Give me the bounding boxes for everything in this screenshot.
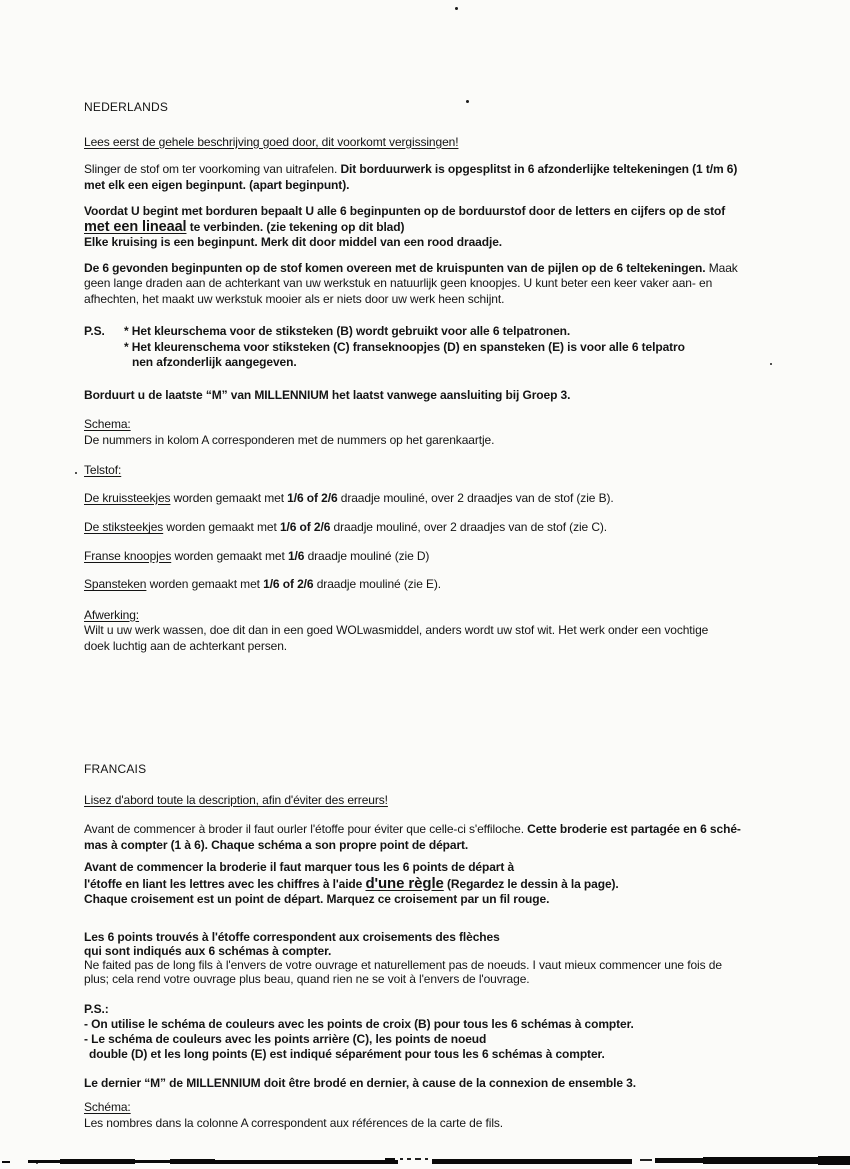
french-schema-heading: Schéma: — [84, 1100, 131, 1114]
stitch-term: De kruissteekjes — [84, 490, 171, 505]
dutch-points-bold: De 6 gevonden beginpunten op de stof komen overeen met de kruispunten van de pijlen op de 6 teltekeningen. — [84, 260, 709, 275]
dutch-ps-body — [124, 324, 820, 371]
french-intro-text: Lisez d'abord toute la description, afin d'éviter des erreurs! — [84, 792, 388, 807]
french-fabric-bold-2: mas à compter (1 à 6). Chaque schéma a son propre point de départ. — [84, 837, 469, 852]
dutch-startpoints-paragraph — [84, 204, 820, 251]
dutch-intro-text: Lees eerst de gehele beschrijving goed door, dit voorkomt vergissingen! — [84, 134, 459, 149]
dutch-points-reg3: afhechten, het maakt uw werkstuk mooier als er niets door uw werk heen schijnt. — [84, 291, 505, 306]
french-intro-line — [84, 793, 820, 809]
stitch-rest: draadje mouliné (zie D) — [304, 548, 430, 563]
french-points-paragraph — [84, 930, 820, 986]
french-fabric-paragraph — [84, 822, 820, 853]
french-ps-label: P.S.: — [84, 1001, 109, 1016]
french-schema-text: Les nombres dans la colonne A correspondent aux références de la carte de fils. — [84, 1115, 504, 1130]
stitch-mid: worden gemaakt met — [146, 577, 264, 591]
dutch-schema-block — [84, 417, 820, 448]
stitch-amount: 1/6 of 2/6 — [287, 490, 338, 505]
dutch-points-paragraph — [84, 261, 820, 308]
dutch-points-reg2: geen lange draden aan de achterkant van uw werkstuk en natuurlijk geen knoopjes. U kunt beter een keer vaker aan- en — [84, 276, 713, 290]
dutch-ps-line1: * Het kleurschema voor de stiksteken (B) wordt gebruikt voor alle 6 telpatronen. — [124, 324, 571, 338]
stitch-rest: draadje mouliné, over 2 draadjes van de stof (zie C). — [330, 520, 608, 534]
dutch-ps-line3: nen afzonderlijk aangegeven. — [132, 355, 297, 369]
stitch-term: De stiksteekjes — [84, 520, 164, 534]
dutch-intro-line — [84, 135, 820, 151]
page-content — [84, 100, 820, 1131]
scan-speck — [770, 363, 772, 365]
french-fabric-regular: Avant de commencer à broder il faut ourler l'étoffe pour éviter que celle-ci s'effiloche. — [84, 822, 528, 836]
dutch-ps-line2: * Het kleurenschema voor stiksteken (C) franseknoopjes (D) en spansteken (E) is voor alle 6 telpatro — [124, 339, 685, 354]
dutch-fabric-bold-2: met elk een eigen beginpunt. (apart beginpunt). — [84, 177, 350, 192]
stitch-line-longstitch — [84, 577, 820, 593]
dutch-points-reg1: Maak — [708, 260, 738, 275]
french-startpoints-paragraph — [84, 860, 820, 908]
stitch-term: Franse knoopjes — [84, 548, 172, 563]
section-heading-dutch: NEDERLANDS — [84, 100, 169, 114]
stitch-line-cross — [84, 491, 820, 507]
dutch-fabric-bold-1: Dit borduurwerk is opgesplitst in 6 afzonderlijke teltekeningen (1 t/m 6) — [340, 162, 738, 176]
dutch-ruler-phrase: met een lineaal — [84, 218, 187, 235]
french-start-line1: Avant de commencer la broderie il faut marquer tous les 6 points de départ à — [84, 860, 515, 874]
stitch-term: Spansteken — [84, 577, 147, 591]
scan-speck — [455, 7, 458, 10]
scan-speck — [466, 100, 469, 103]
dutch-start-line2-rest: te verbinden. (zie tekening op dit blad) — [186, 219, 405, 234]
dutch-finishing-block — [84, 608, 820, 655]
section-heading-french: FRANCAIS — [84, 762, 147, 776]
french-points-bold1: Les 6 points trouvés à l'étoffe correspondent aux croisements des flèches — [84, 929, 500, 944]
french-ps-line2: - Le schéma de couleurs avec les points arrière (C), les points de noeud — [84, 1031, 487, 1046]
stitch-line-back — [84, 520, 820, 536]
stitch-amount: 1/6 of 2/6 — [279, 520, 331, 534]
dutch-schema-text: De nummers in kolom A corresponderen met de nummers op het garenkaartje. — [84, 432, 495, 447]
dutch-schema-heading: Schema: — [84, 417, 131, 431]
dutch-millennium-note: Borduurt u de laatste “M” van MILLENNIUM het laatst vanwege aansluiting bij Groep 3. — [84, 387, 571, 402]
scan-speck — [75, 472, 77, 474]
dutch-start-line3: Elke kruising is een beginpunt. Merk dit door middel van een rood draadje. — [84, 235, 503, 249]
french-start-line2-pre: l'étoffe en liant les lettres avec les chiffres à l'aide — [84, 876, 366, 891]
french-ps-line1: - On utilise le schéma de couleurs avec les points de croix (B) pour tous les 6 schémas à compter. — [84, 1016, 634, 1031]
french-ps-block — [84, 1002, 820, 1062]
dutch-finishing-line2: doek luchtig aan de achterkant persen. — [84, 638, 288, 653]
stitch-amount: 1/6 — [287, 548, 305, 563]
dutch-start-line1: Voordat U begint met borduren bepaalt U alle 6 beginpunten op de borduurstof door de letters en cijfers op de stof — [84, 204, 726, 218]
french-start-line2-rest: (Regardez le dessin à la page). — [443, 876, 619, 891]
french-ruler-phrase: d'une règle — [365, 874, 444, 892]
stitch-rest: draadje mouliné, over 2 draadjes van de stof (zie B). — [337, 490, 614, 505]
french-points-reg2: plus; cela rend votre ouvrage plus beau, quand rien ne se voit à l'envers de l'ouvrage. — [84, 971, 530, 986]
french-millennium-note: Le dernier “M” de MILLENNIUM doit être brodé en dernier, à cause de la connexion de ensemble 3. — [84, 1075, 636, 1090]
dutch-finishing-line1: Wilt u uw werk wassen, doe dit dan in een goed WOLwasmiddel, anders wordt uw stof wit. Het werk onder een vochtige — [84, 623, 709, 637]
french-ps-line3: double (D) et les long points (E) est indiqué séparément pour tous les 6 schémas à compter. — [89, 1046, 605, 1061]
dutch-ps-label: P.S. — [84, 324, 105, 338]
stitch-line-frenchknot — [84, 549, 820, 565]
dutch-fabric-paragraph — [84, 162, 820, 193]
stitch-mid: worden gemaakt met — [163, 520, 280, 534]
french-fabric-bold-1: Cette broderie est partagée en 6 sché- — [527, 822, 741, 836]
french-points-reg1: Ne faited pas de long fils à l'envers de votre ouvrage et naturellement pas de noeuds. I vaut mieux commencer une fois de — [84, 957, 722, 972]
dutch-fabric-regular: Slinger de stof om ter voorkoming van uitrafelen. — [84, 162, 341, 176]
french-start-line3: Chaque croisement est un point de départ. Marquez ce croisement par un fil rouge. — [84, 892, 550, 906]
dutch-finishing-heading: Afwerking: — [84, 607, 140, 622]
french-schema-block — [84, 1100, 820, 1131]
dutch-telstof-heading-line — [84, 463, 820, 479]
stitch-mid: worden gemaakt met — [170, 490, 288, 505]
stitch-mid: worden gemaakt met — [171, 548, 288, 563]
dutch-ps-block — [84, 324, 820, 371]
dutch-telstof-heading: Telstof: — [84, 463, 122, 477]
stitch-amount: 1/6 of 2/6 — [263, 577, 314, 591]
stitch-rest: draadje mouliné (zie E). — [313, 577, 442, 591]
french-points-bold2: qui sont indiqués aux 6 schémas à compter. — [84, 943, 332, 958]
